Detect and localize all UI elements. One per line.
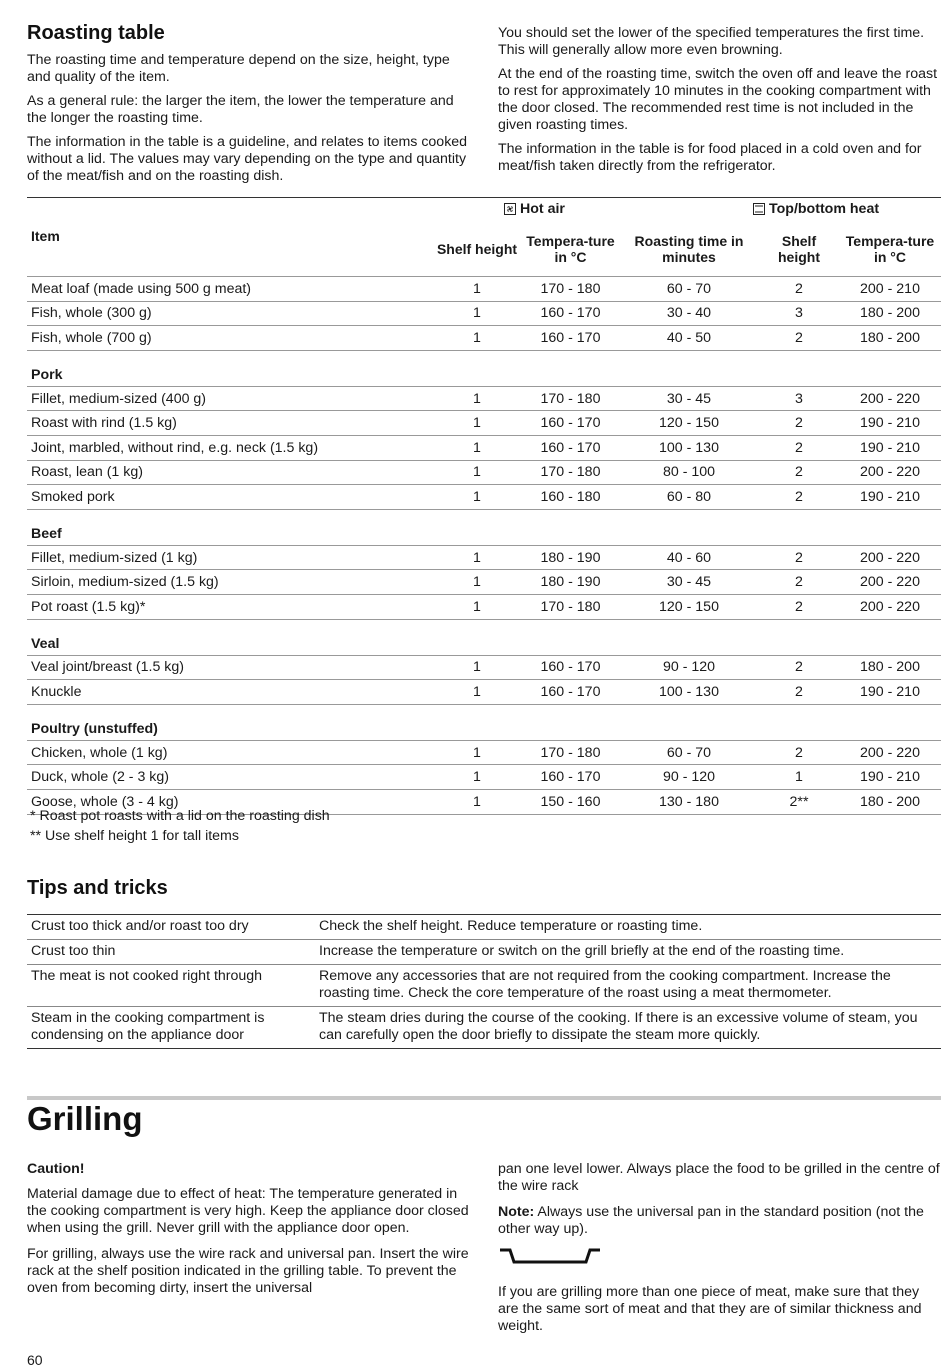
cell-temp-top-bottom: 180 - 200 — [839, 655, 941, 680]
cell-temp-top-bottom: 190 - 210 — [839, 411, 941, 436]
cell-shelf-hot-air: 1 — [432, 680, 522, 705]
grilling-title: Grilling — [27, 1100, 143, 1137]
roasting-paragraph: The information in the table is a guideline, and relates to items cooked without a lid. The values may vary depending on the type and quantity of the meat/fish and on the roasting dish. — [27, 134, 468, 184]
footnote: * Roast pot roasts with a lid on the roasting dish — [30, 808, 330, 824]
roasting-paragraph: The information in the table is for food placed in a cold oven and for meat/fish taken directly from the refrigerator. — [498, 141, 922, 174]
table-row — [27, 594, 941, 619]
cell-temp-top-bottom: 200 - 220 — [839, 740, 941, 765]
cell-item: Roast with rind (1.5 kg) — [27, 411, 432, 436]
cell-roasting-time: 130 - 180 — [619, 789, 759, 814]
page-number: 60 — [27, 1352, 43, 1368]
col-temp-hot-air-header: Tempera-ture in °C — [522, 222, 619, 277]
table-row — [27, 545, 941, 570]
cell-temp-top-bottom: 200 - 220 — [839, 545, 941, 570]
cell-item: Pot roast (1.5 kg)* — [27, 594, 432, 619]
col-time-header: Roasting time in minutes — [619, 222, 759, 277]
cell-temp-hot-air: 160 - 180 — [522, 485, 619, 510]
col-temp-top-bottom-header: Tempera-ture in °C — [839, 222, 941, 277]
table-footnotes — [30, 806, 330, 846]
cell-item: Fillet, medium-sized (400 g) — [27, 386, 432, 411]
cell-temp-top-bottom: 180 - 200 — [839, 326, 941, 351]
col-item-header: Item — [27, 222, 432, 277]
cell-temp-top-bottom: 190 - 210 — [839, 435, 941, 460]
category-label: Poultry (unstuffed) — [27, 704, 941, 740]
cell-temp-top-bottom: 190 - 210 — [839, 485, 941, 510]
tip-solution: Check the shelf height. Reduce temperature or roasting time. — [315, 915, 941, 940]
table-row — [27, 460, 941, 485]
cell-item: Knuckle — [27, 680, 432, 705]
category-label: Beef — [27, 509, 941, 545]
roasting-paragraph: The roasting time and temperature depend on the size, height, type and quality of the item. — [27, 52, 450, 85]
cell-shelf-hot-air: 1 — [432, 570, 522, 595]
roasting-table — [27, 197, 941, 815]
cell-shelf-hot-air: 1 — [432, 655, 522, 680]
cell-shelf-top-bottom: 2 — [759, 435, 839, 460]
cell-item: Duck, whole (2 - 3 kg) — [27, 765, 432, 790]
table-row — [27, 485, 941, 510]
cell-shelf-hot-air: 1 — [432, 411, 522, 436]
cell-shelf-hot-air: 1 — [432, 789, 522, 814]
cell-roasting-time: 30 - 45 — [619, 570, 759, 595]
cell-shelf-hot-air: 1 — [432, 386, 522, 411]
cell-temp-hot-air: 160 - 170 — [522, 411, 619, 436]
category-row — [27, 509, 941, 545]
cell-roasting-time: 60 - 70 — [619, 277, 759, 302]
universal-pan-icon — [498, 1246, 943, 1276]
roasting-paragraph: At the end of the roasting time, switch the oven off and leave the roast to rest for approximately 10 minutes in the cooking compartment with the door closed. The recommended rest time is not included in the given roasting times. — [498, 66, 938, 133]
cell-shelf-hot-air: 1 — [432, 435, 522, 460]
cell-temp-top-bottom: 200 - 210 — [839, 277, 941, 302]
tip-problem: The meat is not cooked right through — [27, 965, 315, 1007]
cell-roasting-time: 60 - 80 — [619, 485, 759, 510]
cell-roasting-time: 30 - 45 — [619, 386, 759, 411]
cell-shelf-top-bottom: 2 — [759, 460, 839, 485]
cell-temp-hot-air: 160 - 170 — [522, 655, 619, 680]
tip-problem: Crust too thick and/or roast too dry — [27, 915, 315, 940]
tip-solution: The steam dries during the course of the cooking. If there is an excessive volume of steam, you can carefully open the door briefly to dissipate the steam more quickly. — [315, 1007, 941, 1049]
tips-row — [27, 915, 941, 940]
cell-shelf-hot-air: 1 — [432, 545, 522, 570]
cell-temp-hot-air: 170 - 180 — [522, 277, 619, 302]
cell-roasting-time: 40 - 60 — [619, 545, 759, 570]
hot-air-icon — [504, 203, 516, 215]
grilling-paragraph: If you are grilling more than one piece of meat, make sure that they are the same sort of meat and that they are of similar thickness and weight. — [498, 1284, 922, 1334]
cell-item: Fish, whole (300 g) — [27, 301, 432, 326]
tip-problem: Crust too thin — [27, 940, 315, 965]
category-row — [27, 619, 941, 655]
cell-temp-top-bottom: 200 - 220 — [839, 570, 941, 595]
cell-item: Fillet, medium-sized (1 kg) — [27, 545, 432, 570]
tips-table — [27, 914, 941, 1049]
hot-air-header — [432, 198, 759, 223]
cell-shelf-hot-air: 1 — [432, 460, 522, 485]
cell-temp-top-bottom: 190 - 210 — [839, 765, 941, 790]
cell-roasting-time: 120 - 150 — [619, 411, 759, 436]
cell-shelf-top-bottom: 2 — [759, 411, 839, 436]
note-label: Note: — [498, 1204, 535, 1220]
cell-shelf-hot-air: 1 — [432, 594, 522, 619]
footnote: ** Use shelf height 1 for tall items — [30, 828, 239, 844]
table-row — [27, 411, 941, 436]
table-row — [27, 435, 941, 460]
cell-shelf-top-bottom: 2 — [759, 570, 839, 595]
cell-roasting-time: 120 - 150 — [619, 594, 759, 619]
cell-item: Fish, whole (700 g) — [27, 326, 432, 351]
table-row — [27, 765, 941, 790]
tips-row — [27, 940, 941, 965]
cell-shelf-top-bottom: 2 — [759, 545, 839, 570]
cell-item: Chicken, whole (1 kg) — [27, 740, 432, 765]
table-row — [27, 655, 941, 680]
cell-shelf-top-bottom: 2 — [759, 740, 839, 765]
table-row — [27, 301, 941, 326]
cell-item: Smoked pork — [27, 485, 432, 510]
cell-temp-hot-air: 160 - 170 — [522, 435, 619, 460]
cell-item: Goose, whole (3 - 4 kg) — [27, 789, 432, 814]
table-row — [27, 326, 941, 351]
cell-temp-hot-air: 160 - 170 — [522, 301, 619, 326]
grilling-right-column — [498, 1161, 943, 1342]
cell-roasting-time: 30 - 40 — [619, 301, 759, 326]
tips-row — [27, 1007, 941, 1049]
cell-item: Meat loaf (made using 500 g meat) — [27, 277, 432, 302]
cell-roasting-time: 100 - 130 — [619, 435, 759, 460]
roasting-intro-left — [27, 22, 472, 192]
cell-item: Joint, marbled, without rind, e.g. neck (1.5 kg) — [27, 435, 432, 460]
cell-shelf-hot-air: 1 — [432, 740, 522, 765]
cell-shelf-top-bottom: 1 — [759, 765, 839, 790]
roasting-title: Roasting table — [27, 22, 165, 44]
top-bottom-header — [759, 198, 941, 223]
cell-roasting-time: 80 - 100 — [619, 460, 759, 485]
table-row — [27, 740, 941, 765]
cell-temp-hot-air: 170 - 180 — [522, 594, 619, 619]
table-row — [27, 570, 941, 595]
cell-shelf-top-bottom: 3 — [759, 301, 839, 326]
note-text: Always use the universal pan in the standard position (not the other way up). — [498, 1204, 924, 1237]
tips-row — [27, 965, 941, 1007]
tips-title: Tips and tricks — [27, 877, 168, 899]
cell-shelf-top-bottom: 3 — [759, 386, 839, 411]
cell-shelf-top-bottom: 2 — [759, 277, 839, 302]
cell-shelf-hot-air: 1 — [432, 765, 522, 790]
grilling-left-column — [27, 1161, 472, 1304]
roasting-table-body — [27, 277, 941, 815]
grilling-paragraph: pan one level lower. Always place the food to be grilled in the centre of the wire rack — [498, 1161, 940, 1194]
col-shelf-top-bottom-header: Shelf height — [759, 222, 839, 277]
cell-roasting-time: 60 - 70 — [619, 740, 759, 765]
roasting-paragraph: As a general rule: the larger the item, the lower the temperature and the longer the roasting time. — [27, 93, 454, 126]
cell-item: Sirloin, medium-sized (1.5 kg) — [27, 570, 432, 595]
roasting-paragraph: You should set the lower of the specified temperatures the first time. This will generally allow more even browning. — [498, 25, 925, 58]
roasting-intro-right — [498, 25, 943, 182]
top-bottom-heat-icon — [753, 203, 765, 215]
cell-item: Veal joint/breast (1.5 kg) — [27, 655, 432, 680]
cell-shelf-hot-air: 1 — [432, 485, 522, 510]
cell-temp-top-bottom: 200 - 220 — [839, 386, 941, 411]
grilling-paragraph: For grilling, always use the wire rack and universal pan. Insert the wire rack at the shelf position indicated in the grilling table. To prevent the oven from becoming dirty, insert the universal — [27, 1246, 469, 1296]
cell-shelf-top-bottom: 2** — [759, 789, 839, 814]
cell-temp-hot-air: 170 - 180 — [522, 740, 619, 765]
cell-temp-hot-air: 150 - 160 — [522, 789, 619, 814]
category-label: Veal — [27, 619, 941, 655]
cell-temp-top-bottom: 200 - 220 — [839, 460, 941, 485]
mode-row — [27, 198, 941, 223]
table-row — [27, 680, 941, 705]
cell-temp-hot-air: 160 - 170 — [522, 326, 619, 351]
table-row — [27, 386, 941, 411]
cell-shelf-top-bottom: 2 — [759, 485, 839, 510]
cell-temp-hot-air: 160 - 170 — [522, 765, 619, 790]
cell-shelf-top-bottom: 2 — [759, 680, 839, 705]
grilling-paragraph: Material damage due to effect of heat: The temperature generated in the cooking compartment is very high. Keep the appliance door closed when using the grill. Never grill with the appliance door open. — [27, 1186, 469, 1236]
cell-temp-hot-air: 180 - 190 — [522, 545, 619, 570]
tip-solution: Increase the temperature or switch on the grill briefly at the end of the roasting time. — [315, 940, 941, 965]
cell-shelf-top-bottom: 2 — [759, 655, 839, 680]
cell-roasting-time: 90 - 120 — [619, 765, 759, 790]
cell-roasting-time: 100 - 130 — [619, 680, 759, 705]
category-row — [27, 350, 941, 386]
cell-shelf-top-bottom: 2 — [759, 594, 839, 619]
cell-temp-top-bottom: 180 - 200 — [839, 789, 941, 814]
cell-shelf-hot-air: 1 — [432, 277, 522, 302]
top-bottom-label: Top/bottom heat — [769, 201, 880, 217]
cell-shelf-hot-air: 1 — [432, 301, 522, 326]
hot-air-label: Hot air — [520, 201, 565, 217]
tip-solution: Remove any accessories that are not required from the cooking compartment. Increase the roasting time. Check the core temperature of the roast using a meat thermometer. — [315, 965, 941, 1007]
note-paragraph — [498, 1204, 943, 1238]
cell-shelf-hot-air: 1 — [432, 326, 522, 351]
tip-problem: Steam in the cooking compartment is condensing on the appliance door — [27, 1007, 315, 1049]
cell-temp-top-bottom: 200 - 220 — [839, 594, 941, 619]
cell-item: Roast, lean (1 kg) — [27, 460, 432, 485]
cell-temp-top-bottom: 190 - 210 — [839, 680, 941, 705]
col-shelf-hot-air-header: Shelf height — [432, 222, 522, 277]
cell-temp-hot-air: 170 - 180 — [522, 460, 619, 485]
category-label: Pork — [27, 350, 941, 386]
cell-temp-hot-air: 180 - 190 — [522, 570, 619, 595]
cell-roasting-time: 90 - 120 — [619, 655, 759, 680]
section-divider — [27, 1096, 941, 1100]
cell-temp-hot-air: 160 - 170 — [522, 680, 619, 705]
category-row — [27, 704, 941, 740]
caution-label: Caution! — [27, 1161, 85, 1177]
column-header-row — [27, 222, 941, 277]
table-row — [27, 277, 941, 302]
cell-shelf-top-bottom: 2 — [759, 326, 839, 351]
cell-roasting-time: 40 - 50 — [619, 326, 759, 351]
cell-temp-top-bottom: 180 - 200 — [839, 301, 941, 326]
cell-temp-hot-air: 170 - 180 — [522, 386, 619, 411]
